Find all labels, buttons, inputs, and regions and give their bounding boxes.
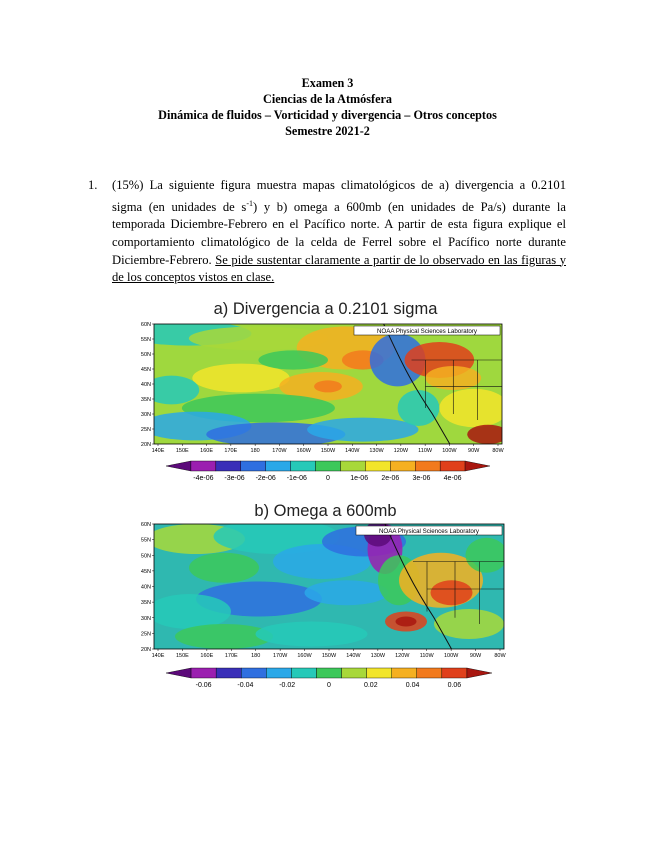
lat-label: 40N	[140, 584, 151, 591]
lon-label: 170E	[224, 448, 238, 454]
figure-omega	[128, 500, 523, 695]
lon-label: 150E	[175, 448, 189, 454]
units-exponent: -1	[246, 198, 253, 208]
lon-label: 150E	[175, 653, 189, 659]
lat-label: 35N	[140, 397, 151, 403]
colorbar-cell	[241, 668, 266, 678]
credit-text: NOAA Physical Sciences Laboratory	[376, 328, 478, 335]
figure-title: b) Omega a 600mb	[254, 502, 397, 520]
lon-label: 150W	[321, 653, 337, 659]
credit-box	[356, 526, 502, 535]
colorbar-label: -0.04	[237, 682, 254, 689]
colorbar-cell	[417, 668, 442, 678]
field-blob	[314, 380, 342, 392]
colorbar-cell	[342, 668, 367, 678]
credit-text: NOAA Physical Sciences Laboratory	[378, 528, 480, 535]
colorbar-label: 4e-06	[443, 475, 462, 482]
colorbar-label: 0	[326, 475, 330, 482]
lon-label: 180	[250, 448, 260, 454]
colorbar-label: -0.06	[195, 682, 212, 689]
field-blob	[466, 538, 508, 573]
colorbar-cell	[365, 461, 390, 471]
colorbar-cell	[316, 668, 341, 678]
question-text-part-a: La siguiente figura muestra mapas climatológicos de a) divergencia a 0.2101 sigma (en unidades de s	[112, 178, 566, 214]
field-blob	[307, 418, 418, 442]
colorbar-label: -4e-06	[193, 475, 214, 482]
colorbar-label: 0	[327, 682, 331, 689]
figure-divergence	[128, 296, 523, 486]
lat-label: 30N	[140, 615, 151, 622]
colorbar-label: 0.02	[363, 682, 378, 689]
lon-label: 140E	[151, 448, 165, 454]
lon-label: 90W	[468, 448, 480, 454]
colorbar-cell	[191, 461, 216, 471]
colorbar-cell	[166, 461, 191, 471]
colorbar-cell	[291, 461, 316, 471]
field-blob	[398, 390, 440, 426]
field-blob	[467, 425, 509, 444]
colorbar-cell	[166, 668, 191, 678]
lon-label: 160W	[297, 653, 312, 659]
question-1	[88, 177, 566, 287]
colorbar-cell	[467, 668, 492, 678]
question-number: 1.	[88, 178, 98, 192]
lon-label: 140W	[346, 653, 361, 659]
lon-label: 140E	[151, 653, 165, 659]
colorbar-cell	[241, 461, 266, 471]
lon-label: 150W	[320, 448, 336, 454]
lon-label: 110W	[418, 448, 433, 454]
colorbar-cell	[465, 461, 490, 471]
field-blob	[305, 580, 389, 605]
lat-label: 40N	[140, 382, 151, 388]
colorbar-label: -0.02	[279, 682, 296, 689]
map-field	[147, 519, 508, 649]
colorbar-cell	[442, 668, 467, 678]
lat-label: 20N	[140, 647, 151, 653]
colorbar-label: 3e-06	[412, 475, 431, 482]
question-requirement: Se pide sustentar claramente a partir de lo observado en las figuras y de los conceptos vistos en clase.	[112, 252, 566, 285]
lon-label: 160E	[200, 653, 214, 659]
field-blob	[189, 553, 259, 583]
lon-label: 140W	[345, 448, 360, 454]
question-weight: (15%)	[112, 178, 144, 192]
question-text-part-b: ) y b) omega a 600mb (en unidades de Pa/s) durante la temporada Diciembre-Febrero en el Pacífico norte. A partir de esta figura explique el comportamiento climatológico de la celda de Ferrel sobre el Pacífico norte durante Diciembre-Febrero.	[112, 199, 567, 267]
lat-label: 50N	[140, 352, 151, 358]
colorbar-cell	[415, 461, 440, 471]
lat-label: 35N	[140, 600, 151, 607]
question-text	[112, 177, 566, 287]
colorbar-label: 0.06	[447, 682, 462, 689]
credit-box	[354, 326, 500, 335]
figure-title: a) Divergencia a 0.2101 sigma	[213, 300, 438, 318]
lon-label: 120W	[393, 448, 409, 454]
field-blob	[256, 622, 368, 647]
lon-label: 100W	[442, 448, 457, 454]
omega-map	[128, 522, 523, 692]
lat-label: 45N	[140, 568, 151, 575]
colorbar-cell	[340, 461, 365, 471]
field-blob	[434, 609, 504, 639]
colorbar-label: -2e-06	[255, 475, 276, 482]
lat-label: 25N	[140, 427, 151, 433]
field-blob	[144, 376, 200, 405]
lat-label: 30N	[140, 412, 151, 418]
exam-topics: Dinámica de fluidos – Vorticidad y divergencia – Otros conceptos	[158, 108, 497, 122]
lon-label: 100W	[443, 653, 459, 659]
lon-label: 120W	[395, 653, 410, 659]
colorbar-label: -3e-06	[224, 475, 245, 482]
lon-label: 130W	[369, 448, 384, 454]
lon-label: 160W	[296, 448, 311, 454]
colorbar-cell	[390, 461, 415, 471]
exam-header	[0, 75, 655, 139]
colorbar-cell	[216, 461, 241, 471]
field-blob	[147, 594, 231, 629]
colorbar-label: -1e-06	[286, 475, 307, 482]
lat-label: 20N	[140, 442, 151, 448]
course-name: Ciencias de la Atmósfera	[263, 92, 392, 106]
lon-label: 80W	[492, 448, 504, 454]
lat-label: 60N	[140, 322, 151, 328]
semester: Semestre 2021-2	[285, 124, 370, 138]
divergence-map	[128, 324, 523, 484]
lat-label: 55N	[140, 537, 151, 544]
colorbar-label: 0.04	[405, 682, 420, 689]
lat-label: 50N	[140, 553, 151, 560]
colorbar-cell	[216, 668, 241, 678]
colorbar-cell	[291, 668, 316, 678]
lat-label: 55N	[140, 337, 151, 343]
colorbar-cell	[266, 668, 291, 678]
lon-label: 160E	[200, 448, 214, 454]
colorbar-cell	[392, 668, 417, 678]
lat-label: 25N	[140, 631, 151, 638]
lon-label: 110W	[419, 653, 434, 659]
colorbar-cell	[191, 668, 216, 678]
field-blob	[431, 580, 473, 605]
colorbar-cell	[316, 461, 341, 471]
colorbar-cell	[440, 461, 465, 471]
lon-label: 130W	[370, 653, 386, 659]
lon-label: 180	[251, 653, 261, 659]
lon-label: 170W	[272, 448, 287, 454]
lon-label: 170E	[224, 653, 238, 659]
lat-label: 60N	[140, 522, 151, 528]
field-blob	[396, 617, 417, 627]
colorbar-label: 1e-06	[350, 475, 369, 482]
exam-title: Examen 3	[301, 76, 354, 90]
lon-label: 90W	[469, 653, 482, 659]
colorbar-label: 2e-06	[381, 475, 400, 482]
map-field	[126, 322, 509, 447]
colorbar-cell	[266, 461, 291, 471]
field-blob	[258, 350, 328, 369]
lon-label: 170W	[272, 653, 288, 659]
lat-label: 45N	[140, 367, 151, 373]
colorbar-cell	[367, 668, 392, 678]
lon-label: 80W	[494, 653, 506, 659]
field-blob	[439, 389, 509, 427]
